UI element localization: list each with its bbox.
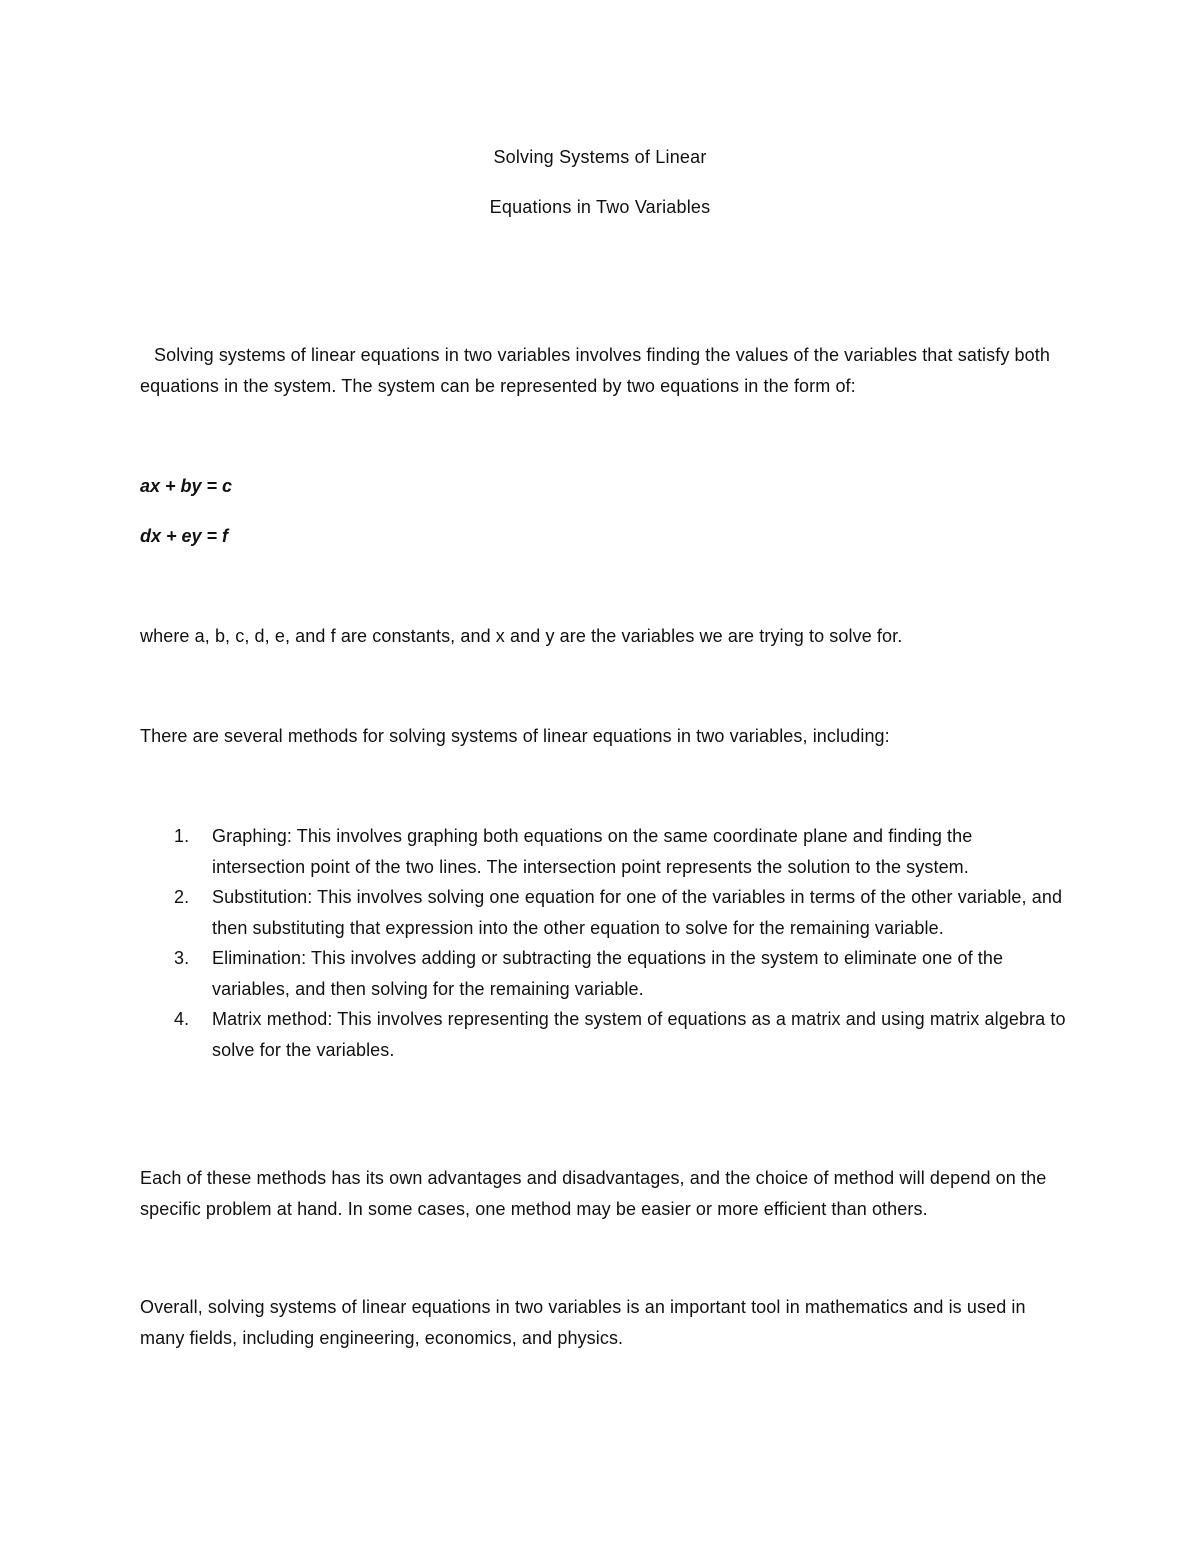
- list-item-text: Elimination: This involves adding or subtracting the equations in the system to eliminate one of the variables, and then solving for the remaining variable.: [212, 948, 1004, 999]
- intro-paragraph: Solving systems of linear equations in two variables involves finding the values of the variables that satisfy both equations in the system. The system can be represented by two equations in the form of:: [140, 345, 1050, 396]
- list-item-number: 3.: [174, 948, 190, 968]
- advantages-paragraph: Each of these methods has its own advantages and disadvantages, and the choice of method will depend on the specific problem at hand. In some cases, one method may be easier or more efficient than others.: [140, 1168, 1047, 1219]
- equation-2: dx + ey = f: [140, 526, 229, 546]
- list-item: [140, 882, 1070, 943]
- list-item-text: Matrix method: This involves representing the system of equations as a matrix and using matrix algebra to solve for the variables.: [212, 1009, 1066, 1060]
- list-item-text: Graphing: This involves graphing both equations on the same coordinate plane and finding the intersection point of the two lines. The intersection point represents the solution to the system.: [212, 826, 973, 877]
- list-item: [140, 1004, 1070, 1065]
- list-item-text: Substitution: This involves solving one equation for one of the variables in terms of the other variable, and then substituting that expression into the other equation to solve for the remaining variable.: [212, 887, 1063, 938]
- list-item-number: 1.: [174, 826, 190, 846]
- title-line-1: Solving Systems of Linear: [493, 147, 707, 167]
- conclusion-paragraph: Overall, solving systems of linear equations in two variables is an important tool in mathematics and is used in many fields, including engineering, economics, and physics.: [140, 1297, 1026, 1348]
- constants-paragraph: where a, b, c, d, e, and f are constants, and x and y are the variables we are trying to solve for.: [140, 626, 903, 646]
- list-item: [140, 943, 1070, 1004]
- methods-intro-paragraph: There are several methods for solving systems of linear equations in two variables, including:: [140, 726, 890, 746]
- equation-1: ax + by = c: [140, 476, 233, 496]
- list-item-number: 2.: [174, 887, 190, 907]
- methods-list: [140, 821, 1070, 1065]
- list-item-number: 4.: [174, 1009, 190, 1029]
- title-line-2: Equations in Two Variables: [489, 197, 711, 217]
- list-item: [140, 821, 1070, 882]
